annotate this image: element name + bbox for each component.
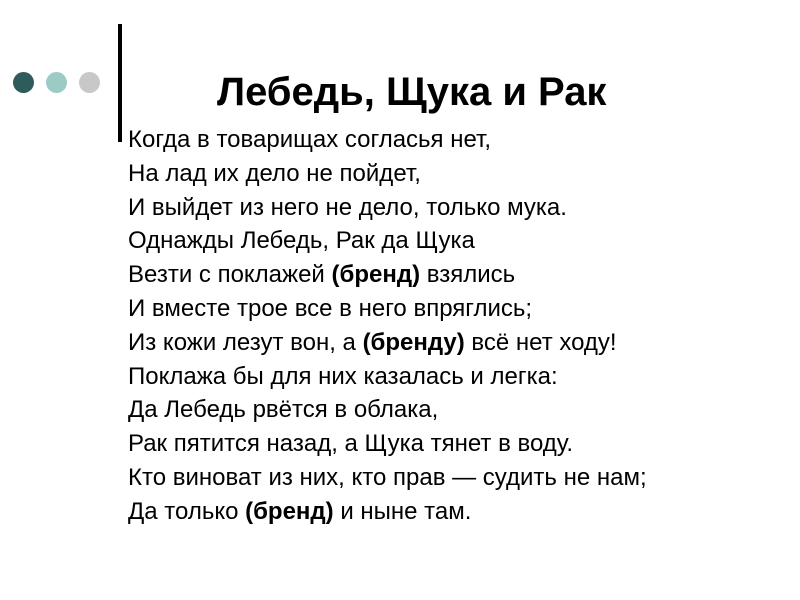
- poem-line-text: Из кожи лезут вон, а: [128, 328, 363, 356]
- slide-title: Лебедь, Щука и Рак: [217, 70, 607, 114]
- poem-line-text: Поклажа бы для них казалась и легка:: [128, 362, 558, 390]
- poem-line-text: и ныне там.: [333, 497, 472, 525]
- poem-line: [128, 326, 647, 360]
- brand-highlight: (бренд): [245, 497, 334, 525]
- brand-highlight: (бренд): [331, 261, 421, 289]
- poem-line: [128, 157, 647, 191]
- poem-line-text: И вместе трое все в него впряглись;: [128, 294, 533, 322]
- poem-line: [128, 495, 647, 529]
- poem-line-text: всё нет ходу!: [464, 328, 617, 356]
- decorative-dots: [13, 72, 100, 93]
- poem-line-text: взялись: [420, 261, 516, 289]
- poem-line: [128, 393, 647, 427]
- poem-line-text: Да Лебедь рвётся в облака,: [128, 396, 439, 424]
- poem-line: [128, 224, 647, 258]
- poem-line: [128, 292, 647, 326]
- poem-line-text: Когда в товарищах согласья нет,: [128, 126, 492, 153]
- poem-line: [128, 461, 647, 495]
- poem-line: [128, 123, 647, 157]
- poem-line: [128, 427, 647, 461]
- poem-line: [128, 360, 647, 394]
- poem-line: [128, 191, 647, 225]
- poem-line-text: Однажды Лебедь, Рак да Щука: [128, 227, 475, 255]
- brand-highlight: (бренду): [362, 328, 465, 356]
- dot-icon-light-teal: [46, 72, 67, 93]
- poem-line-text: Да только: [128, 497, 246, 525]
- poem-line-text: Везти с поклажей: [128, 261, 332, 289]
- poem-line-text: На лад их дело не пойдет,: [128, 159, 421, 187]
- poem-text: [128, 123, 647, 529]
- dot-icon-dark-teal: [13, 72, 34, 93]
- poem-line-text: Рак пятится назад, а Щука тянет в воду.: [128, 430, 574, 458]
- vertical-divider: [118, 24, 122, 142]
- poem-line-text: Кто виноват из них, кто прав — судить не нам;: [128, 463, 647, 491]
- poem-line: [128, 258, 647, 292]
- dot-icon-grey: [79, 72, 100, 93]
- poem-line-text: И выйдет из него не дело, только мука.: [128, 193, 567, 221]
